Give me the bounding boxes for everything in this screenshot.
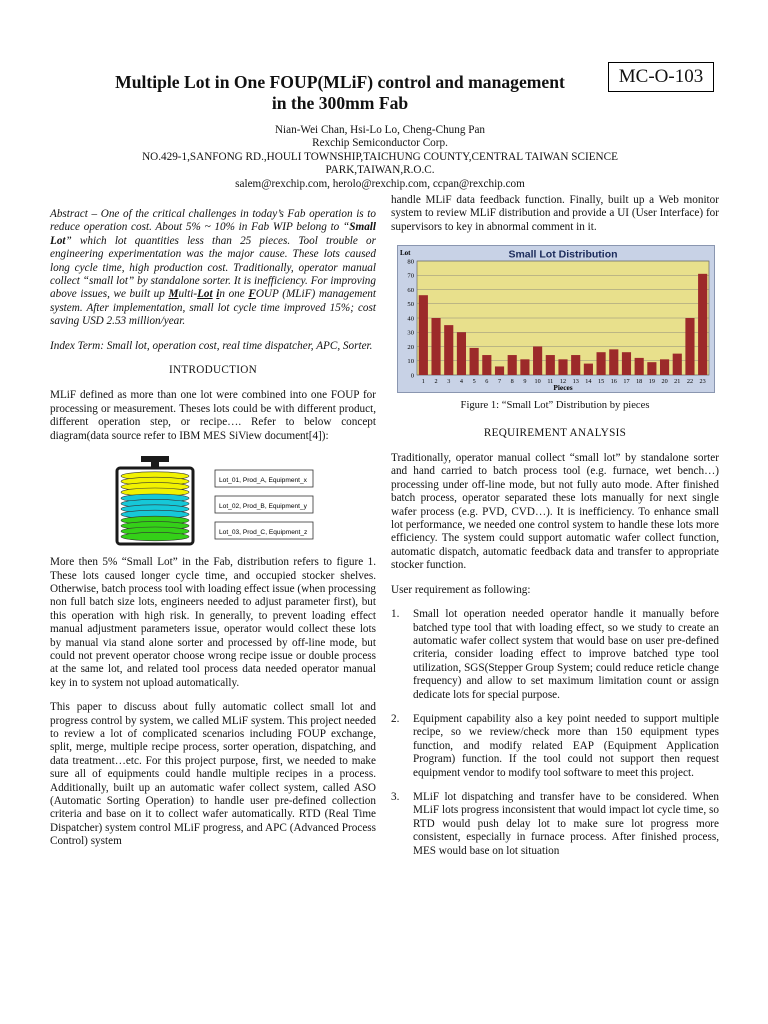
index-terms: Index Term: Small lot, operation cost, real time dispatcher, APC, Sorter. — [50, 339, 373, 352]
foup-concept-diagram — [50, 454, 376, 546]
author-address-line-2: PARK,TAIWAN,R.O.C. — [325, 164, 435, 177]
abstract-letter-f: F — [248, 288, 256, 301]
requirement-text-3: MLiF lot dispatching and transfer have to be considered. When MLiF lots progress inconsistent that would impact lot cycle time, so RTD would push delay lot to make sure lot progress more consistent, especially in furnace process. After finished process, MES would base on lot situation — [413, 790, 719, 857]
chart-bar-9 — [520, 360, 529, 376]
chart-bar-17 — [622, 352, 631, 375]
wafer-lot-3-4 — [121, 532, 189, 540]
author-names: Nian-Wei Chan, Hsi-Lo Lo, Cheng-Chung Pan — [274, 124, 486, 136]
chart-bar-5 — [470, 348, 479, 375]
chart-x-tick-8: 8 — [510, 378, 514, 386]
chart-x-tick-19: 19 — [648, 378, 655, 386]
paper-title — [40, 72, 640, 114]
chart-title: Small Lot Distribution — [508, 248, 618, 261]
foup-label-1: Lot_01, Prod_A, Equipment_x — [219, 477, 307, 485]
right-paragraph-1: handle MLiF data feedback function. Finally, built up a Web monitor system to review MLiF distribution and provide a UI (User Interface) for supervisors to key in abnormal comment in it. — [391, 194, 719, 233]
chart-x-tick-9: 9 — [523, 378, 527, 386]
chart-y-tick-20: 20 — [407, 344, 414, 352]
chart-bar-23 — [698, 274, 707, 375]
chart-y-tick-60: 60 — [407, 287, 414, 295]
title-line-2: in the 300mm Fab — [271, 93, 409, 113]
chart-bar-11 — [546, 355, 555, 375]
chart-y-tick-10: 10 — [407, 358, 414, 366]
figure-1-caption: Figure 1: “Small Lot” Distribution by pieces — [460, 400, 650, 412]
author-address-line-1: NO.429-1,SANFONG RD.,HOULI TOWNSHIP,TAICHUNG COUNTY,CENTRAL TAIWAN SCIENCE — [142, 150, 618, 163]
requirement-item-2 — [391, 713, 719, 780]
foup-handle-top — [141, 456, 169, 462]
author-emails: salem@rexchip.com, herolo@rexchip.com, ccpan@rexchip.com — [235, 177, 525, 190]
requirement-paragraph-1: Traditionally, operator manual collect “small lot” by standalone sorter and hand carried to batch process tool (e.g. furnace, wet bench…) processing under off-line mode, but not fully auto mode. After finished batch process, operator separated these lots manually for next single wafer process (e.g. PVD, CVD…). It is inefficiency. To enhance small lot performance, we needed one control system to handle these lots more efficiency. The system could support automatic wafer collect function, automatic dispatch, automatic feedback data and transfer to appropriate stocker function. — [391, 452, 719, 572]
author-block — [40, 124, 720, 191]
abstract-letter-i: i — [216, 288, 220, 301]
requirement-text-2: Equipment capability also a key point needed to support multiple recipe, so we review/check more than 150 equipment types function, and modify related EAP (Equipment Application Program) function. If the tool could not support then request equipment vendor to modify tool software to meet this project. — [413, 712, 719, 779]
intro-paragraph-3: This paper to discuss about fully automatic collect small lot and progress control by system, we called MLiF system. This project needed to review a lot of complicated scenarios including FOUP exchange, split, merge, multiple recipe process, sorter operation, dispatching, and data treatment…etc. For this project purpose, first, we needed to make sure all of equipments could handle multiple recipes in a process. Additionally, built up an automatic wafer collect system, called ASO (Automatic Sorting Operation) to handle user pre-defined collection criteria and base on it to collect wafer automatically. RTD (Real Time Dispatcher) system control MLiF progress, and APC (Advanced Process Control) system — [50, 701, 376, 848]
requirement-number-3: 3. — [391, 790, 400, 803]
abstract-text-2: ” which lot quantities less than 25 pieces. Tool trouble or engineering experimentation was the major cause. These lots caused long cycle time, high production cost. Traditionally, operator manual collect “small lot” by standalone sorter. It is inefficiency. For improving above issues, we built up — [50, 234, 376, 301]
right-column — [391, 194, 719, 869]
chart-bar-20 — [660, 360, 669, 376]
chart-bar-19 — [647, 362, 656, 375]
document-code: MC-O-103 — [608, 62, 714, 92]
chart-x-label: Pieces — [553, 383, 573, 393]
chart-bar-18 — [635, 358, 644, 375]
chart-x-tick-21: 21 — [674, 378, 681, 386]
abstract-bold-term: Small Lot — [50, 221, 376, 247]
requirement-number-2: 2. — [391, 712, 400, 725]
chart-bar-10 — [533, 347, 542, 376]
abstract-fragment-f: OUP — [255, 288, 279, 301]
chart-x-tick-23: 23 — [699, 378, 706, 386]
chart-y-tick-40: 40 — [407, 315, 414, 323]
chart-bar-12 — [558, 360, 567, 376]
chart-bar-7 — [495, 367, 504, 376]
chart-y-tick-30: 30 — [407, 329, 414, 337]
chart-bar-21 — [673, 354, 682, 375]
abstract-text-3: (MLiF) management system. After implementation, small lot cycle time improved 15%; cost saving USD 2.53 million/year. — [50, 288, 376, 328]
intro-paragraph-1: MLiF defined as more than one lot were combined into one FOUP for processing or measurement. Theses lots could be with different product, different operation step, or recipe…. Refer to below concept diagram(data source refer to IBM MES SiView document[4]): — [50, 389, 376, 442]
left-column — [50, 208, 376, 860]
requirement-item-1 — [391, 608, 719, 702]
chart-bar-14 — [584, 364, 593, 375]
chart-x-tick-6: 6 — [485, 378, 489, 386]
abstract-text-1: Abstract – One of the critical challenges in today’s Fab operation is to reduce operation cost. About 5% ~ 10% in Fab WIP belong to “ — [50, 208, 376, 234]
requirement-heading: REQUIREMENT ANALYSIS — [483, 426, 627, 439]
wafer-stack — [121, 472, 189, 541]
chart-bar-2 — [431, 318, 440, 375]
foup-diagram-svg — [115, 454, 355, 546]
abstract-fragment-i: n one — [219, 288, 249, 301]
requirement-text-1: Small lot operation needed operator handle it manually before batched type tool that with loading effect, so we study to create an automatic wafer collect system that would base on user pre-defined criteria, consider loading effect to improve batched type tool utilization, SGS(Stepper Group System; could reduce reticle change frequency) and allow to set maximum limitation count or assign dedicate lots for special purpose. — [413, 608, 719, 701]
foup-label-2: Lot_02, Prod_B, Equipment_y — [219, 503, 307, 511]
requirement-number-1: 1. — [391, 608, 400, 621]
author-company: Rexchip Semiconductor Corp. — [312, 137, 448, 150]
requirement-intro: User requirement as following: — [391, 583, 531, 596]
intro-paragraph-2: More then 5% “Small Lot” in the Fab, distribution refers to figure 1. These lots caused longer cycle time, and occupied stocker shelves. Otherwise, batch process tool with loading effect issue (when processing non full batch size lots, engineers needed to adjust parameter first), but this operation with high risk. In generally, to prevent loading effect manual adjustment parameters issue, operator would collect these lots by manual via stand alone sorter and processed by off-line mode, but could not prevent operator choose wrong recipe issue or double process at the same lot, and related tool process data needed operator manual key in to system not upload automatically. — [50, 556, 377, 689]
chart-bar-8 — [508, 355, 517, 375]
chart-x-tick-15: 15 — [597, 378, 605, 386]
title-line-1: Multiple Lot in One FOUP(MLiF) control and management — [115, 72, 565, 92]
chart-bar-1 — [419, 295, 428, 375]
chart-x-tick-14: 14 — [585, 378, 592, 386]
chart-x-tick-17: 17 — [623, 378, 630, 386]
chart-y-tick-70: 70 — [407, 272, 414, 280]
abstract-paragraph — [50, 208, 376, 329]
chart-y-tick-50: 50 — [407, 301, 414, 309]
chart-x-tick-7: 7 — [497, 378, 502, 386]
chart-x-tick-3: 3 — [447, 378, 451, 386]
chart-svg — [397, 245, 715, 393]
chart-x-tick-18: 18 — [636, 378, 643, 386]
chart-bar-13 — [571, 355, 580, 375]
chart-bar-16 — [609, 350, 618, 376]
chart-bar-3 — [444, 325, 453, 375]
chart-x-tick-2: 2 — [434, 378, 438, 386]
abstract-fragment-m: ulti- — [178, 288, 198, 301]
chart-x-tick-11: 11 — [547, 378, 554, 386]
chart-x-tick-4: 4 — [459, 378, 463, 386]
requirement-item-3 — [391, 791, 719, 858]
chart-y-label: Lot — [400, 249, 411, 258]
chart-y-tick-0: 0 — [410, 372, 414, 380]
chart-x-tick-22: 22 — [686, 378, 694, 386]
chart-bar-22 — [685, 318, 694, 375]
requirement-list — [391, 608, 719, 858]
chart-x-tick-12: 12 — [559, 378, 567, 386]
foup-label-3: Lot_03, Prod_C, Equipment_z — [219, 529, 308, 537]
abstract-letter-m: M — [168, 288, 179, 301]
small-lot-chart — [391, 245, 717, 393]
chart-x-tick-16: 16 — [610, 378, 617, 386]
chart-bar-6 — [482, 355, 491, 375]
introduction-heading: INTRODUCTION — [168, 364, 258, 377]
chart-y-tick-80: 80 — [407, 258, 414, 266]
foup-label-group — [215, 470, 313, 539]
chart-x-tick-1: 1 — [421, 378, 425, 386]
chart-x-tick-10: 10 — [534, 378, 541, 386]
abstract-letter-lot: Lot — [197, 288, 213, 301]
chart-bar-15 — [597, 352, 606, 375]
chart-x-tick-20: 20 — [661, 378, 668, 386]
chart-x-tick-13: 13 — [572, 378, 579, 386]
chart-bar-4 — [457, 332, 466, 375]
chart-x-tick-5: 5 — [472, 378, 476, 386]
